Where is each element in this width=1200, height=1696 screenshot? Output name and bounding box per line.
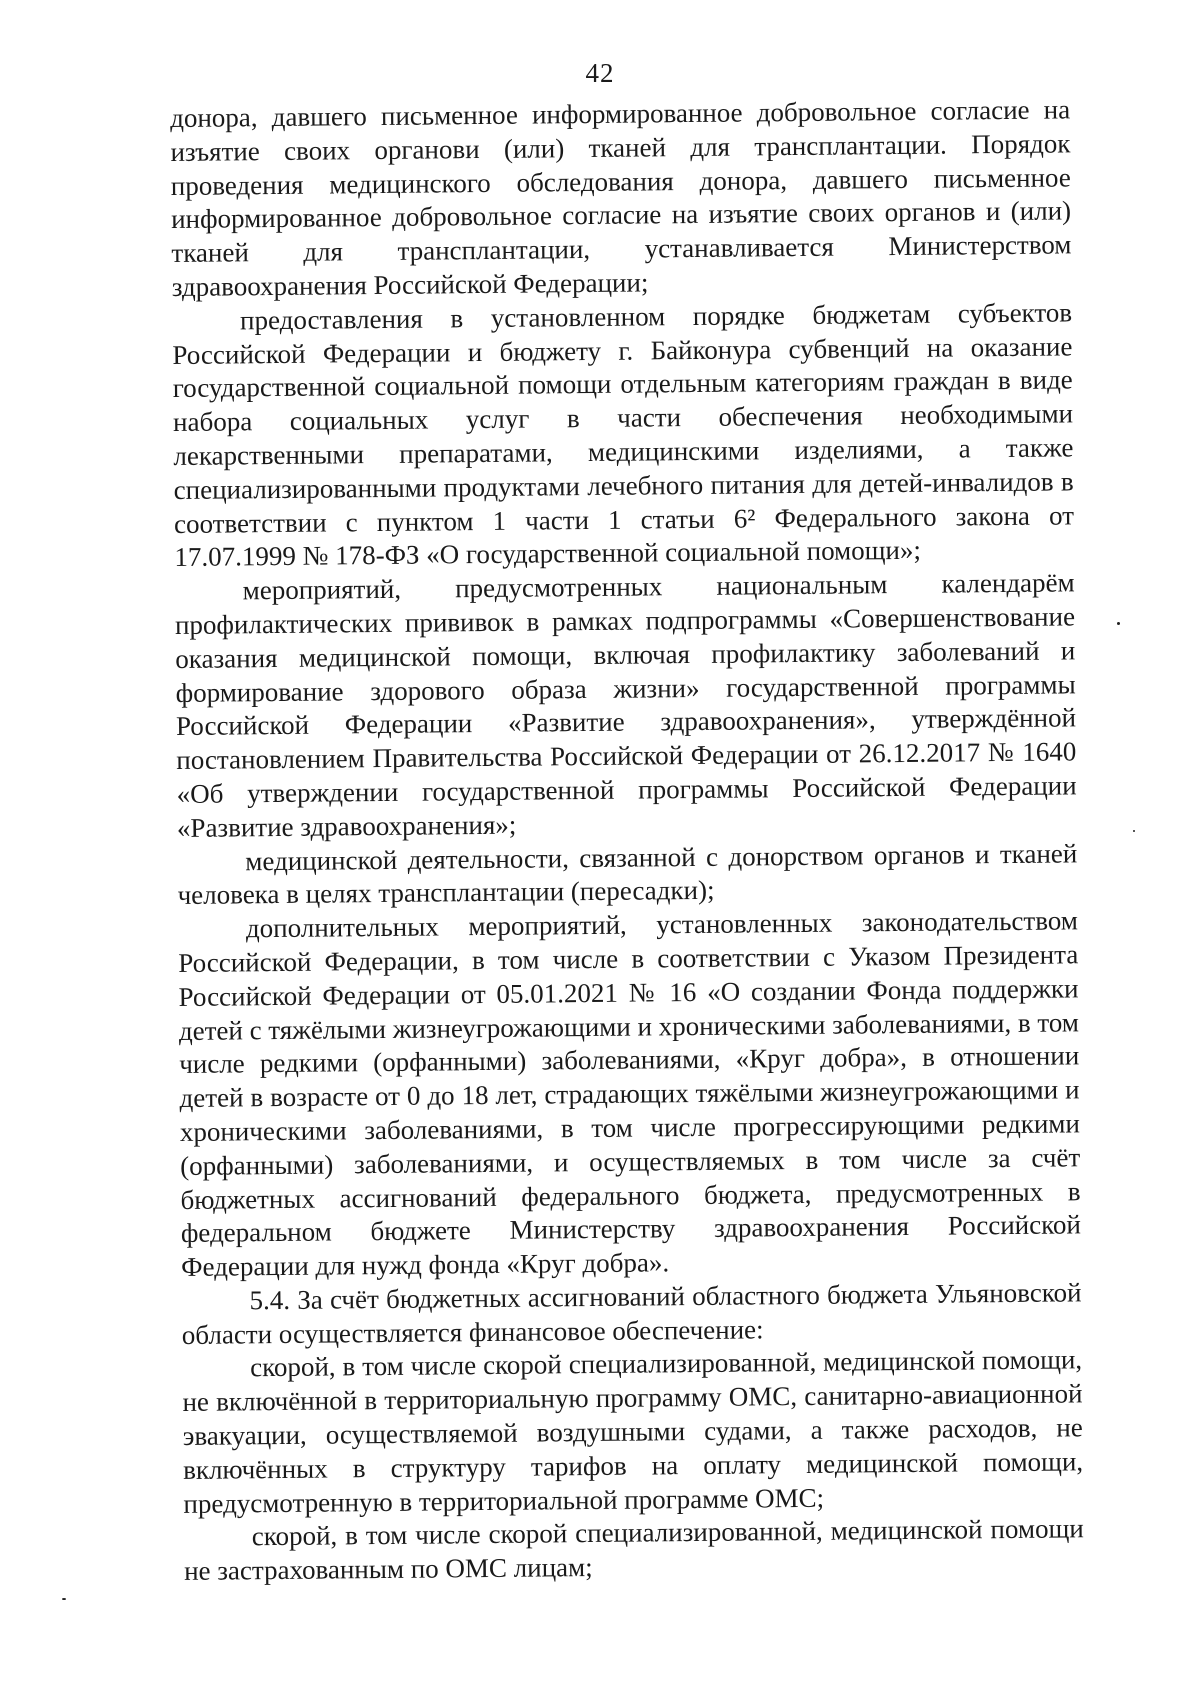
paragraph-emergency-care: скорой, в том числе скорой специализированной, медицинской помощи, не включённой в территориальную программу ОМС, санитарно-авиационной эвакуации, осуществляемой воздушными судами, а также расходов, не включённых в структуру тарифов на оплату медицинской помощи, предусмотренную в территориальной программе ОМС; (182, 1344, 1084, 1519)
scan-speck (1117, 622, 1120, 625)
paragraph-uninsured-care: скорой, в том числе скорой специализированной, медицинской помощи не застрахованным по ОМС лицам; (183, 1513, 1084, 1587)
document-body (170, 93, 1084, 1589)
paragraph-krug-dobra: дополнительных мероприятий, установленных законодательством Российской Федерации, в том числе в соответствии с Указом Президента Российской Федерации от 05.01.2021 № 16 «О создании Фонда поддержки детей с тяжёлыми жизнеугрожающими и хроническими заболеваниями, в том числе редкими (орфанными) заболеваниями, «Круг добра», в отношении детей в возрасте от 0 до 18 лет, страдающих тяжёлыми жизнеугрожающими и хроническими заболеваниями, в том числе прогрессирующими редкими (орфанными) заболеваниями, и осуществляемых в том числе за счёт бюджетных ассигнований федерального бюджета, предусмотренных в федеральном бюджете Министерству здравоохранения Российской Федерации для нужд фонда «Круг добра». (178, 905, 1081, 1283)
paragraph-transplant-activity: медицинской деятельности, связанной с донорством органов и тканей человека в целях трансплантации (пересадки); (177, 837, 1078, 911)
paragraph-donor-consent: донора, давшего письменное информированное добровольное согласие на изъятие своих органови (или) тканей для трансплантации. Порядок проведения медицинского обследования донора, давшего письменное информированное добровольное согласие на изъятие своих органов и (или) тканей для трансплантации, устанавливается Министерством здравоохранения Российской Федерации; (170, 94, 1072, 302)
paragraph-subventions: предоставления в установленном порядке бюджетам субъектов Российской Федерации и бюджету г. Байконура субвенций на оказание государственной социальной помощи отдельным категориям граждан в виде набора социальных услуг в части обеспечения необходимыми лекарственными препаратами, медицинскими изделиями, а также специализированными продуктами лечебного питания для детей-инвалидов в соответствии с пунктом 1 части 1 статьи 6² Федерального закона от 17.07.1999 № 178-ФЗ «О государственной социальной помощи»; (172, 297, 1075, 573)
scan-speck (62, 1598, 66, 1600)
scan-speck (1133, 830, 1135, 832)
page-number: 42 (585, 58, 615, 88)
paragraph-vaccination-calendar: мероприятий, предусмотренных национальным календарём профилактических прививок в рамках подпрограммы «Совершенствование оказания медицинской помощи, включая профилактику заболеваний и формирование здорового образа жизни» государственной программы Российской Федерации «Развитие здравоохранения», утверждённой постановлением Правительства Российской Федерации от 26.12.2017 № 1640 «Об утверждении государственной программы Российской Федерации «Развитие здравоохранения»; (174, 567, 1077, 843)
paragraph-section-5-4: 5.4. За счёт бюджетных ассигнований областного бюджета Ульяновской области осуществляется финансовое обеспечение: (181, 1277, 1082, 1350)
